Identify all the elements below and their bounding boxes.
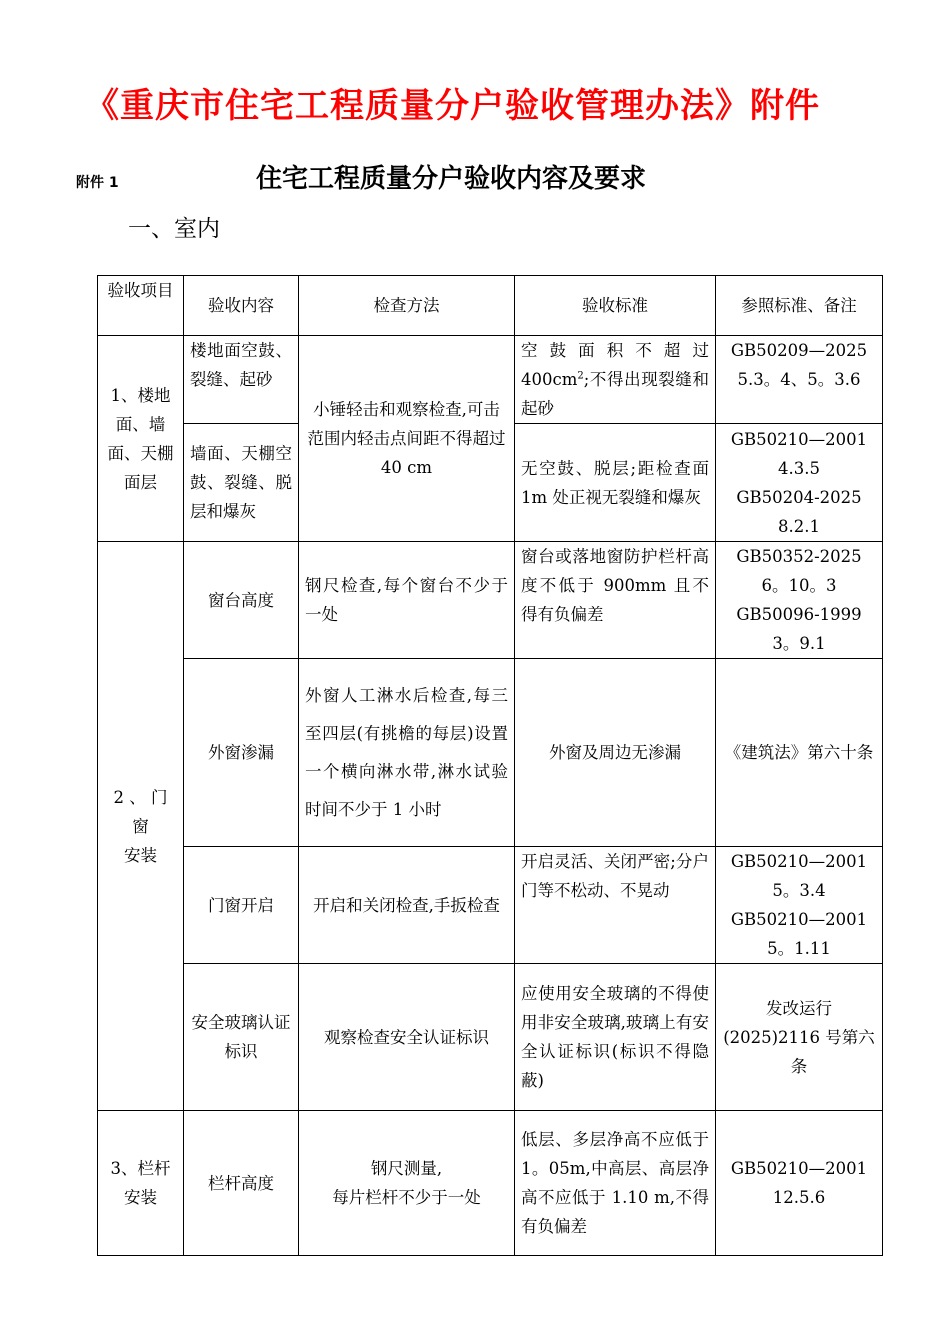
reference-line: GB50210—2001 xyxy=(730,1159,868,1178)
header-item: 验收项目 xyxy=(98,276,184,336)
item-line: 安装 xyxy=(124,845,157,865)
standard-text: ;不得出现裂缝和起砂 xyxy=(521,370,709,418)
reference-cell: 发改运行(2025)2116 号第六条 xyxy=(716,964,883,1111)
reference-line: GB50210—2001 xyxy=(730,429,868,449)
item-floor-wall-ceiling: 1、楼地面、墙面、天棚面层 xyxy=(98,336,184,542)
content-cell: 外窗渗漏 xyxy=(184,659,299,847)
item-line: 窗 xyxy=(132,816,149,836)
reference-line: 3。9.1 xyxy=(772,634,826,653)
acceptance-table xyxy=(97,275,883,1256)
standard-cell: 低层、多层净高不应低于 1。05m,中高层、高层净高不应低于 1.10 m,不得有负偏差 xyxy=(515,1111,716,1256)
method-cell: 小锤轻击和观察检查,可击范围内轻击点间距不得超过 40 cm xyxy=(299,336,515,542)
table-row xyxy=(98,847,883,964)
main-title: 《重庆市住宅工程质量分户验收管理办法》附件 xyxy=(85,86,820,126)
table-row xyxy=(98,1111,883,1256)
header-content: 验收内容 xyxy=(184,276,299,336)
reference-cell: 《建筑法》第六十条 xyxy=(716,659,883,847)
table-row xyxy=(98,336,883,424)
method-cell xyxy=(299,1111,515,1256)
reference-line: GB50096-1999 xyxy=(736,605,862,624)
reference-line: GB50210—2001 xyxy=(730,852,868,871)
reference-cell xyxy=(716,424,883,542)
standard-cell: 开启灵活、关闭严密;分户门等不松动、不晃动 xyxy=(515,847,716,964)
reference-line: 5。1.11 xyxy=(767,939,831,958)
content-cell: 楼地面空鼓、裂缝、起砂 xyxy=(184,336,299,424)
standard-cell: 应使用安全玻璃的不得使用非安全玻璃,玻璃上有安全认证标识(标识不得隐蔽) xyxy=(515,964,716,1111)
reference-line: GB50209—2025 xyxy=(730,341,868,360)
method-cell: 外窗人工淋水后检查,每三至四层(有挑檐的每层)设置一个横向淋水带,淋水试验时间不少于 1 小时 xyxy=(299,659,515,847)
content-cell: 门窗开启 xyxy=(184,847,299,964)
content-cell: 安全玻璃认证标识 xyxy=(184,964,299,1111)
reference-cell xyxy=(716,336,883,424)
table-row xyxy=(98,964,883,1111)
method-line: 每片栏杆不少于一处 xyxy=(332,1188,481,1207)
reference-line: 4.3.5 xyxy=(778,458,820,478)
section-heading: 一、室内 xyxy=(128,216,220,242)
standard-cell: 窗台或落地窗防护栏杆高度不低于 900mm 且不得有负偏差 xyxy=(515,542,716,659)
content-cell: 窗台高度 xyxy=(184,542,299,659)
table-row xyxy=(98,659,883,847)
header-reference: 参照标准、备注 xyxy=(716,276,883,336)
reference-cell xyxy=(716,847,883,964)
standard-cell: 外窗及周边无渗漏 xyxy=(515,659,716,847)
reference-line: GB50204-2025 xyxy=(736,487,862,507)
method-cell: 观察检查安全认证标识 xyxy=(299,964,515,1111)
reference-line: 12.5.6 xyxy=(772,1188,826,1207)
reference-cell xyxy=(716,542,883,659)
reference-line: GB50352-2025 xyxy=(736,547,862,566)
superscript: 2 xyxy=(577,370,584,382)
standard-text: 空鼓面积不超过 400cm xyxy=(521,341,709,389)
header-method: 检查方法 xyxy=(299,276,515,336)
content-cell: 栏杆高度 xyxy=(184,1111,299,1256)
reference-line: GB50210—2001 xyxy=(730,910,868,929)
item-railing: 3、栏杆安装 xyxy=(98,1111,184,1256)
item-doors-windows xyxy=(98,542,184,1111)
item-line: 2 、 门 xyxy=(113,787,168,807)
reference-line: 6。10。3 xyxy=(761,576,837,595)
content-cell: 墙面、天棚空鼓、裂缝、脱层和爆灰 xyxy=(184,424,299,542)
header-standard: 验收标准 xyxy=(515,276,716,336)
method-line: 钢尺测量, xyxy=(370,1159,443,1178)
attachment-label: 附件 1 xyxy=(76,175,119,191)
reference-line: 5。3.4 xyxy=(772,881,826,900)
table-row xyxy=(98,542,883,659)
standard-cell: 无空鼓、脱层;距检查面 1m 处正视无裂缝和爆灰 xyxy=(515,424,716,542)
table-header-row xyxy=(98,276,883,336)
method-cell: 开启和关闭检查,手扳检查 xyxy=(299,847,515,964)
document-subtitle: 住宅工程质量分户验收内容及要求 xyxy=(256,164,647,194)
reference-line: 8.2.1 xyxy=(778,516,820,536)
standard-cell xyxy=(515,336,716,424)
method-cell: 钢尺检查,每个窗台不少于一处 xyxy=(299,542,515,659)
reference-cell xyxy=(716,1111,883,1256)
reference-line: 5.3。4、5。3.6 xyxy=(737,370,861,389)
